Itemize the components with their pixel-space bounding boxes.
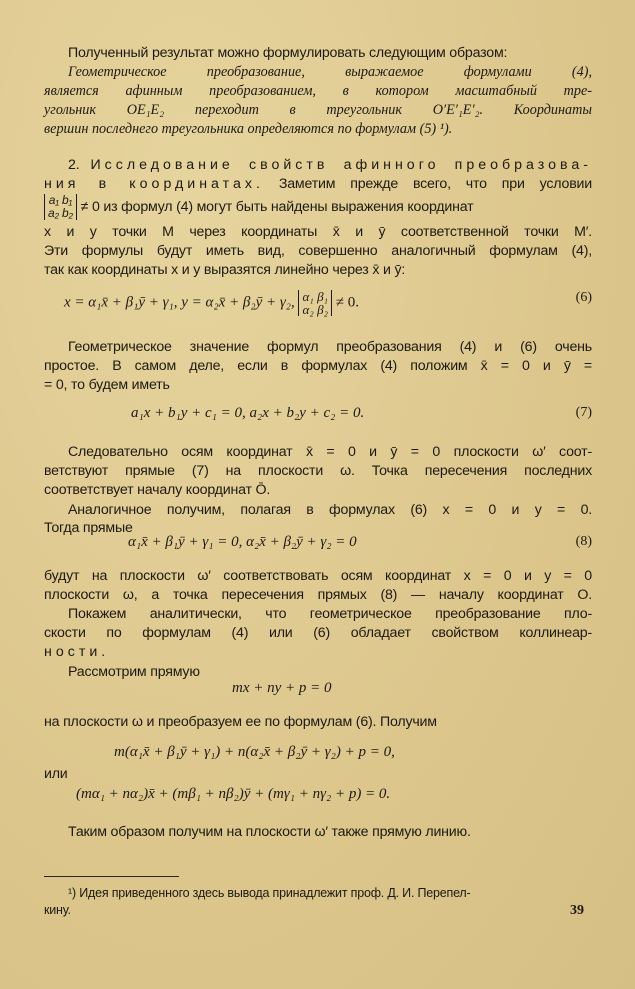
footnote-text: Идея приведенного здесь вывода принадлежит проф. Д. И. Перепел- bbox=[79, 886, 471, 900]
substituted-equation: m(α₁x̄ + β₁ȳ + γ₁) + n(α₂x̄ + β₂ȳ + γ₂) + p = 0, bbox=[114, 744, 395, 760]
det-cell: b₁ bbox=[62, 193, 73, 207]
equation-7-number: (7) bbox=[575, 405, 592, 420]
equation-6-number: (6) bbox=[575, 290, 592, 305]
det-cell: β₁ bbox=[317, 289, 329, 304]
det-cell: b₂ bbox=[62, 206, 73, 220]
geometric-line-1: Геометрическое значение формул преобразования (4) и (6) очень bbox=[68, 339, 592, 355]
det-cell: β₂ bbox=[317, 302, 329, 317]
consequently-line-3: соответствует началу координат Ō. bbox=[44, 482, 271, 498]
result-equation: (mα₁ + nα₂)x̄ + (mβ₁ + nβ₂)ȳ + (mγ₁ + nγ₂ + p) = 0. bbox=[76, 786, 391, 802]
consequently-line-1: Следовательно осям координат x̄ = 0 и ȳ = 0 плоскости ω′ соот- bbox=[68, 444, 592, 460]
line-equation: mx + ny + p = 0 bbox=[232, 680, 332, 696]
show-line-1: Покажем аналитически, что геометрическое преобразование пло- bbox=[68, 606, 592, 622]
det-cell: α₁ bbox=[302, 289, 314, 304]
analogous-line-1: Аналогичное получим, полагая в формулах (6) x = 0 и y = 0. bbox=[68, 502, 592, 518]
section-heading-line-1 bbox=[44, 155, 592, 175]
det-cell: a₁ bbox=[48, 193, 59, 207]
det-cell: α₂ bbox=[302, 302, 314, 317]
or-line: или bbox=[44, 766, 68, 782]
determinant-ab bbox=[44, 194, 77, 220]
footnote-marker: ¹) bbox=[68, 886, 76, 900]
section-number: 2. bbox=[68, 157, 80, 173]
show-line-3: ности. bbox=[44, 644, 110, 660]
equation-7: a₁x + b₁y + c₁ = 0, a₂x + b₂y + c₂ = 0. bbox=[131, 405, 365, 421]
det-condition-line bbox=[44, 194, 592, 220]
equation-6-body: x = α₁x̄ + β₁ȳ + γ₁, y = α₂x̄ + β₂ȳ + γ₂, bbox=[64, 294, 295, 311]
section-line-3: x и y точки M через координаты x̄ и ȳ соответственной точки M′. bbox=[44, 224, 592, 240]
conclusion-line: Таким образом получим на плоскости ω′ также прямую линию. bbox=[68, 824, 471, 840]
equation-8: α₁x̄ + β₁ȳ + γ₁ = 0, α₂x̄ + β₂ȳ + γ₂ = 0 bbox=[128, 534, 357, 550]
footnote-line-2: кину. bbox=[44, 903, 71, 917]
intro-line: Полученный результат можно формулировать следующим образом: bbox=[68, 45, 508, 61]
section-title-part-1: Исследование свойств афинного преобразова- bbox=[90, 157, 593, 173]
equation-8-number: (8) bbox=[575, 534, 592, 549]
analogous-line-2: Тогда прямые bbox=[44, 520, 133, 536]
determinant-alpha-beta bbox=[298, 290, 332, 316]
geometric-line-2: простое. В самом деле, если в формулах (4) положим x̄ = 0 и ȳ = bbox=[44, 358, 592, 374]
after8-line-1: будут на плоскости ω′ соответствовать осям координат x = 0 и y = 0 bbox=[44, 568, 592, 584]
show-line-2: скости по формулам (4) или (6) обладает свойством коллинеар- bbox=[44, 625, 592, 641]
on-plane-line: на плоскости ω и преобразуем ее по формулам (6). Получим bbox=[44, 714, 437, 730]
consequently-line-2: ветствуют прямые (7) на плоскости ω. Точка пересечения последних bbox=[44, 463, 592, 479]
det-text: из формул (4) могут быть найдены выражения координат bbox=[103, 198, 474, 215]
det-cell: a₂ bbox=[48, 206, 59, 220]
theorem-line-1: Геометрическое преобразование, выражаемое формулами (4), bbox=[68, 64, 592, 80]
section-title-part-2: ния в координатах. bbox=[44, 176, 264, 192]
consider-line: Рассмотрим прямую bbox=[68, 664, 200, 680]
page-number: 39 bbox=[570, 903, 584, 918]
det-relation: ≠ 0 bbox=[80, 198, 100, 215]
equation-6 bbox=[64, 290, 359, 316]
geometric-line-3: = 0, то будем иметь bbox=[44, 377, 170, 393]
theorem-line-3: угольник OE₁E₂ переходит в треугольник O′E′₁E′₂. Координаты bbox=[44, 102, 592, 118]
theorem-line-4: вершин последнего треугольника определяются по формулам (5) ¹). bbox=[44, 121, 453, 137]
section-heading-line-2 bbox=[44, 174, 592, 194]
section-text-start: Заметим прежде всего, что при условии bbox=[278, 176, 592, 192]
footnote-divider bbox=[44, 876, 179, 877]
after8-line-2: плоскости ω, а точка пересечения прямых (8) — началу координат O. bbox=[44, 587, 592, 603]
equation-6-relation: ≠ 0. bbox=[335, 294, 360, 311]
section-line-4: Эти формулы будут иметь вид, совершенно аналогичный формулам (4), bbox=[44, 243, 592, 259]
theorem-line-2: является афинным преобразованием, в котором масштабный тре- bbox=[44, 83, 592, 99]
section-line-5: так как координаты x и y выразятся линейно через x̄ и ȳ: bbox=[44, 262, 406, 278]
